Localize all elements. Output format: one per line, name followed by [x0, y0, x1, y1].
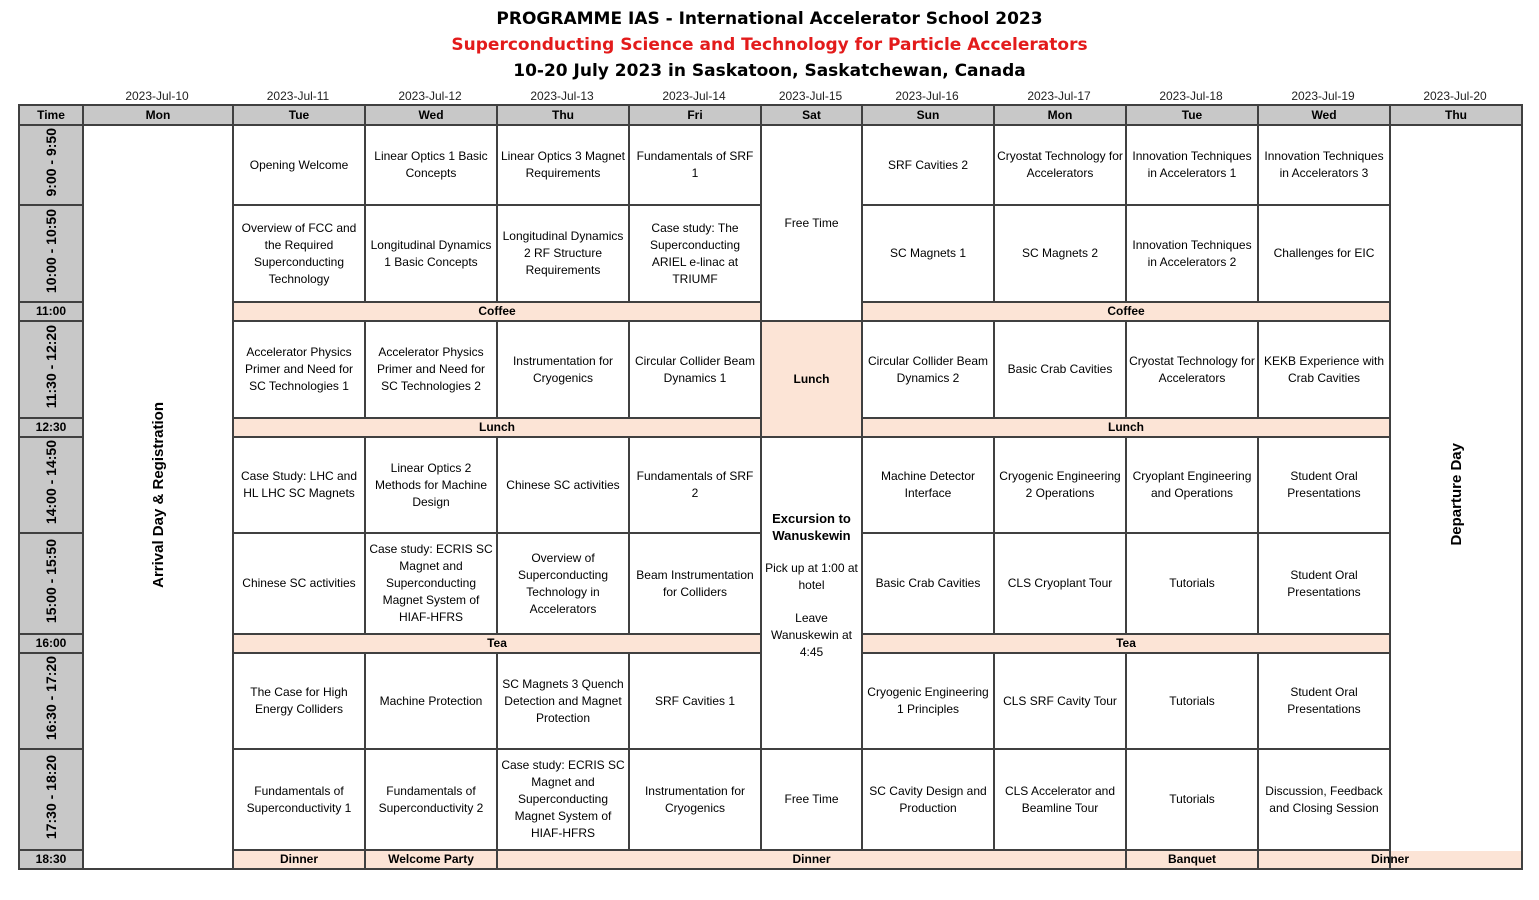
session-cell: Innovation Techniques in Accelerators 1: [1126, 125, 1258, 205]
session-cell: Longitudinal Dynamics 2 RF Structure Requirements: [497, 205, 629, 302]
saturday-lunch: Lunch: [761, 321, 862, 437]
time-label: 12:30: [19, 418, 83, 437]
session-cell: Fundamentals of SRF 1: [629, 125, 761, 205]
session-cell: Beam Instrumentation for Colliders: [629, 533, 761, 634]
session-cell: Challenges for EIC: [1258, 205, 1390, 302]
arrival-day-cell: Arrival Day & Registration: [83, 125, 233, 869]
session-cell: Student Oral Presentations: [1258, 533, 1390, 634]
lunch-break: Lunch: [233, 418, 761, 437]
time-header: Time: [19, 105, 83, 125]
departure-day-cell: Departure Day: [1390, 125, 1522, 869]
session-cell: Circular Collider Beam Dynamics 1: [629, 321, 761, 418]
time-slot-label: 16:30 - 17:20: [19, 653, 83, 749]
day-name: Thu: [497, 105, 629, 125]
page-subtitle: Superconducting Science and Technology for Particle Accelerators: [451, 35, 1088, 55]
day-header-row: [19, 105, 1522, 125]
session-cell: Longitudinal Dynamics 1 Basic Concepts: [365, 205, 497, 302]
day-name: Sat: [761, 105, 862, 125]
session-cell: Linear Optics 3 Magnet Requirements: [497, 125, 629, 205]
session-cell: Accelerator Physics Primer and Need for SC Technologies 1: [233, 321, 365, 418]
time-slot-label: 9:00 - 9:50: [19, 125, 83, 205]
day-name: Mon: [994, 105, 1126, 125]
excursion-cell: [761, 437, 862, 749]
dinner-row: [19, 850, 1522, 869]
session-cell: Tutorials: [1126, 533, 1258, 634]
time-slot-label: 14:00 - 14:50: [19, 437, 83, 533]
session-cell: Cryogenic Engineering 1 Principles: [862, 653, 994, 749]
session-cell: CLS SRF Cavity Tour: [994, 653, 1126, 749]
page-header: [0, 6, 1539, 84]
session-cell: Case Study: LHC and HL LHC SC Magnets: [233, 437, 365, 533]
session-cell: Fundamentals of Superconductivity 1: [233, 749, 365, 850]
time-slot-label: 15:00 - 15:50: [19, 533, 83, 634]
excursion-leave: Leave Wanuskewin at 4:45: [771, 610, 852, 659]
session-cell: Chinese SC activities: [497, 437, 629, 533]
date-label: 2023-Jul-11: [266, 89, 330, 103]
session-cell: SC Magnets 3 Quench Detection and Magnet Protection: [497, 653, 629, 749]
slot-row: [19, 437, 1522, 533]
session-cell: Overview of FCC and the Required Superconducting Technology: [233, 205, 365, 302]
excursion-pickup: Pick up at 1:00 at hotel: [765, 560, 858, 592]
lunch-break: Lunch: [862, 418, 1390, 437]
dinner-cell: Dinner: [233, 850, 365, 869]
date-label: 2023-Jul-10: [125, 89, 189, 103]
date-label: 2023-Jul-14: [662, 89, 726, 103]
session-cell: Tutorials: [1126, 653, 1258, 749]
session-cell: Case study: The Superconducting ARIEL e-linac at TRIUMF: [629, 205, 761, 302]
session-cell: SC Cavity Design and Production: [862, 749, 994, 850]
session-cell: CLS Accelerator and Beamline Tour: [994, 749, 1126, 850]
session-cell: Circular Collider Beam Dynamics 2: [862, 321, 994, 418]
session-cell: Discussion, Feedback and Closing Session: [1258, 749, 1390, 850]
coffee-break: Coffee: [862, 302, 1390, 321]
time-slot-label: 17:30 - 18:20: [19, 749, 83, 850]
day-name: Fri: [629, 105, 761, 125]
session-cell: Machine Detector Interface: [862, 437, 994, 533]
banquet-cell: Banquet: [1126, 850, 1258, 869]
date-label: 2023-Jul-13: [530, 89, 594, 103]
time-label: 18:30: [19, 850, 83, 869]
session-cell: Cryostat Technology for Accelerators: [994, 125, 1126, 205]
session-cell: SC Magnets 1: [862, 205, 994, 302]
free-time-morning: Free Time: [761, 125, 862, 321]
session-cell: Student Oral Presentations: [1258, 437, 1390, 533]
excursion-title: Excursion to Wanuskewin: [772, 510, 851, 543]
session-cell: Fundamentals of SRF 2: [629, 437, 761, 533]
slot-row: [19, 749, 1522, 850]
day-name: Wed: [365, 105, 497, 125]
session-cell: Basic Crab Cavities: [862, 533, 994, 634]
session-cell: Cryostat Technology for Accelerators: [1126, 321, 1258, 418]
session-cell: Linear Optics 2 Methods for Machine Design: [365, 437, 497, 533]
session-cell: Case study: ECRIS SC Magnet and Superconducting Magnet System of HIAF-HFRS: [497, 749, 629, 850]
session-cell: Overview of Superconducting Technology in Accelerators: [497, 533, 629, 634]
time-slot-label: 10:00 - 10:50: [19, 205, 83, 302]
tea-break: Tea: [233, 634, 761, 653]
day-name: Tue: [1126, 105, 1258, 125]
time-label: 11:00: [19, 302, 83, 321]
date-label: 2023-Jul-19: [1291, 89, 1355, 103]
session-cell: Linear Optics 1 Basic Concepts: [365, 125, 497, 205]
page-title: PROGRAMME IAS - International Accelerator School 2023: [496, 9, 1043, 29]
dinner-cell: Dinner: [497, 850, 1126, 869]
session-cell: Chinese SC activities: [233, 533, 365, 634]
date-label: 2023-Jul-18: [1159, 89, 1223, 103]
date-label: 2023-Jul-20: [1423, 89, 1487, 103]
slot-row: [19, 321, 1522, 418]
date-label: 2023-Jul-16: [895, 89, 959, 103]
session-cell: CLS Cryoplant Tour: [994, 533, 1126, 634]
coffee-break: Coffee: [233, 302, 761, 321]
session-cell: Case study: ECRIS SC Magnet and Superconducting Magnet System of HIAF-HFRS: [365, 533, 497, 634]
session-cell: The Case for High Energy Colliders: [233, 653, 365, 749]
day-name: Thu: [1390, 105, 1522, 125]
session-cell: Machine Protection: [365, 653, 497, 749]
session-cell: KEKB Experience with Crab Cavities: [1258, 321, 1390, 418]
session-cell: Tutorials: [1126, 749, 1258, 850]
date-row: [0, 89, 1539, 103]
session-cell: Accelerator Physics Primer and Need for SC Technologies 2: [365, 321, 497, 418]
session-cell: Instrumentation for Cryogenics: [629, 749, 761, 850]
session-cell: Innovation Techniques in Accelerators 2: [1126, 205, 1258, 302]
date-label: 2023-Jul-15: [778, 89, 843, 103]
day-name: Wed: [1258, 105, 1390, 125]
schedule-table: [18, 104, 1523, 870]
session-cell: Cryogenic Engineering 2 Operations: [994, 437, 1126, 533]
free-time-evening: Free Time: [761, 749, 862, 850]
session-cell: Cryoplant Engineering and Operations: [1126, 437, 1258, 533]
day-name: Sun: [862, 105, 994, 125]
dinner-cell: Dinner: [1258, 850, 1522, 869]
date-label: 2023-Jul-12: [398, 89, 462, 103]
event-dates-place: 10-20 July 2023 in Saskatoon, Saskatchewan, Canada: [513, 61, 1026, 81]
day-name: Tue: [233, 105, 365, 125]
time-label: 16:00: [19, 634, 83, 653]
session-cell: Fundamentals of Superconductivity 2: [365, 749, 497, 850]
session-cell: SRF Cavities 2: [862, 125, 994, 205]
slot-row: [19, 125, 1522, 205]
time-slot-label: 11:30 - 12:20: [19, 321, 83, 418]
welcome-party-cell: Welcome Party: [365, 850, 497, 869]
session-cell: Student Oral Presentations: [1258, 653, 1390, 749]
session-cell: SC Magnets 2: [994, 205, 1126, 302]
date-label: 2023-Jul-17: [1027, 89, 1091, 103]
session-cell: Basic Crab Cavities: [994, 321, 1126, 418]
day-name: Mon: [83, 105, 233, 125]
session-cell: Instrumentation for Cryogenics: [497, 321, 629, 418]
session-cell: Innovation Techniques in Accelerators 3: [1258, 125, 1390, 205]
session-cell: SRF Cavities 1: [629, 653, 761, 749]
session-cell: Opening Welcome: [233, 125, 365, 205]
tea-break: Tea: [862, 634, 1390, 653]
